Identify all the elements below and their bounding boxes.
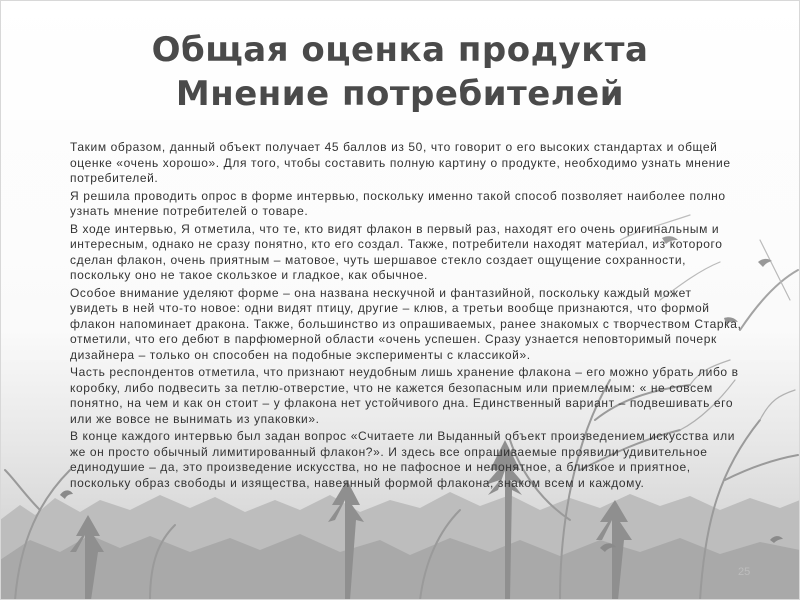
paragraph: Особое внимание уделяют форме – она названа нескучной и фантазийной, поскольку каждый может увидеть в ней что-то новое: одни видят птицу, другие – клюв, а третьи вообще признаются, что формой флакон напоминает дракона. Также, большинство из опрашиваемых, ранее знакомых с творчеством Старка, отметили, что его дебют в парфюмерной области «очень успешен. Сразу узнается неповторимый почерк дизайнера – только он способен на подобные эксперименты с классикой». <box>70 285 742 362</box>
paragraph: Часть респондентов отметила, что признают неудобным лишь хранение флакона – его можно убрать либо в коробку, либо подвесить за петлю-отверстие, что не кажется безопасным или приемлемым: « не совсем понятно, на чем и как он стоит – у флакона нет устойчивого дна. Единственный вариант – подвешивать его или же вовсе не вынимать из упаковки». <box>70 365 739 426</box>
slide-body <box>70 140 742 493</box>
title-line-2: Мнение потребителей <box>175 74 625 114</box>
page-number: 25 <box>738 566 751 578</box>
paragraph: В ходе интервью, Я отметила, что те, кто видят флакон в первый раз, находят его очень оригинальным и интересным, однако не сразу понятно, кто его создал. Также, потребители находят материал, из которого сделан флакон, очень приятным – матовое, чуть шершавое стекло создает ощущение сохранности, поскольку оно не такое скользкое и гладкое, как обычное. <box>70 221 723 282</box>
title-line-1: Общая оценка продукта <box>151 30 649 70</box>
paragraph: В конце каждого интервью был задан вопрос «Считаете ли Выданный объект произведением искусства или же он просто обычный лимитированный флакон?». И здесь все опрашиваемые проявили удивительное единодушие – да, это произведение искусства, но не пафосное и непонятное, а близкое и приятное, поскольку образ свободы и изящества, навеянный формой флакона, знаком всем и каждому. <box>70 429 736 490</box>
slide-title <box>40 28 760 116</box>
paragraph: Я решила проводить опрос в форме интервью, поскольку именно такой способ позволяет наиболее полно узнать мнение потребителей о товаре. <box>70 188 726 218</box>
paragraph: Таким образом, данный объект получает 45 баллов из 50, что говорит о его высоких стандартах и общей оценке «очень хорошо». Для того, чтобы составить полную картину о продукте, необходимо узнать мнение потребителей. <box>70 140 731 185</box>
